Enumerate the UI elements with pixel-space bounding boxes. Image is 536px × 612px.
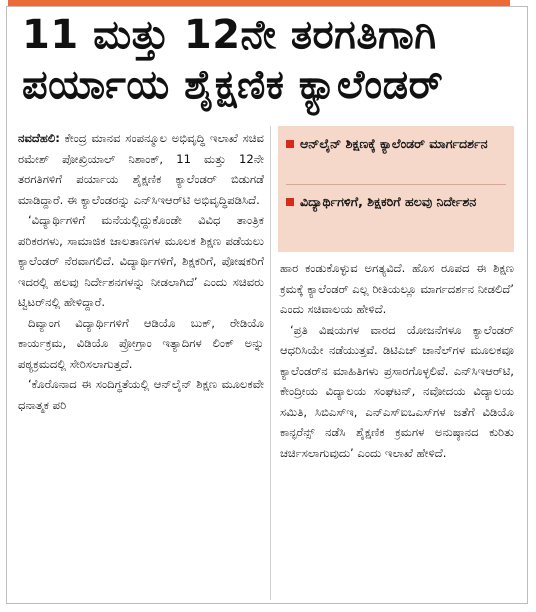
highlight-text: ಆನ್‌ಲೈನ್ ಶಿಕ್ಷಣಕ್ಕೆ ಕ್ಯಾಲೆಂಡರ್ ಮಾರ್ಗದರ್ಶನ (300, 136, 488, 151)
highlight-item (286, 192, 506, 212)
headline-line-2: ಪರ್ಯಾಯ ಶೈಕ್ಷಣಿಕ ಕ್ಯಾಲೆಂಡರ್ (22, 62, 444, 108)
right-column (280, 258, 514, 463)
paragraph-text: ಕೇಂದ್ರ ಮಾನವ ಸಂಪನ್ಮೂಲ ಅಭಿವೃದ್ಧಿ ಇಲಾಖೆ ಸಚಿವ ರಮೇಶ್ ಪೋಖ್ರಿಯಾಲ್ ನಿಶಾಂಕ್, 11 ಮತ್ತು 12ನೇ ತರಗತಿಗಳಿಗೆ ಪರ್ಯಾಯ ಶೈಕ್ಷಣಿಕ ಕ್ಯಾಲೆಂಡರ್ ಬಿಡುಗಡೆ ಮಾಡಿದ್ದಾರೆ. ಈ ಕ್ಯಾಲೆಂಡರನ್ನು ಎನ್‌ಸಿಇಆರ್‌ಟಿ ಅಭಿವೃದ್ಧಿಪಡಿಸಿದೆ. (18, 131, 265, 207)
highlight-text: ವಿದ್ಯಾರ್ಥಿಗಳಿಗೆ, ಶಿಕ್ಷಕರಿಗೆ ಹಲವು ನಿರ್ದೇಶನ (300, 194, 477, 209)
paragraph: ಹಾರ ಕಂಡುಕೊಳ್ಳುವ ಅಗತ್ಯವಿದೆ. ಹೊಸ ರೂಪದ ಈ ಶಿಕ್ಷಣ ಕ್ರಮಕ್ಕೆ ಕ್ಯಾಲೆಂಡರ್ ಎಲ್ಲ ರೀತಿಯಲ್ಲೂ ಮಾರ್ಗದರ್ಶನ ನೀಡಲಿದೆ’ ಎಂದು ಸಚಿವಾಲಯ ಹೇಳಿದೆ. (280, 261, 514, 316)
left-column (18, 128, 264, 415)
paragraph: ದಿವ್ಯಾಂಗ ವಿದ್ಯಾರ್ಥಿಗಳಿಗೆ ಆಡಿಯೊ ಬುಕ್, ರೇಡಿಯೊ ಕಾರ್ಯಕ್ರಮ, ವಿಡಿಯೊ ಪ್ರೋಗ್ರಾಂ ಇತ್ಯಾದಿಗಳ ಲಿಂಕ್ ಅನ್ನು ಪಠ್ಯಕ್ರಮದಲ್ಲಿ ಸೇರಿಸಲಾಗುತ್ತದೆ. (18, 315, 264, 371)
column-divider (270, 126, 271, 600)
paragraph (18, 128, 264, 210)
highlights-box (278, 126, 514, 252)
paragraph: ‘ಕೊರೊನಾದ ಈ ಸಂದಿಗ್ಧತೆಯಲ್ಲಿ ಆನ್‌ಲೈನ್ ಶಿಕ್ಷಣ ಮೂಲಕವೇ ಧನಾತ್ಮಕ ಪರಿ (18, 377, 264, 412)
paragraph: ‘ಪ್ರತಿ ವಿಷಯಗಳ ವಾರದ ಯೋಜನೆಗಳೂ ಕ್ಯಾಲೆಂಡರ್ ಆಧರಿಸಿಯೇ ನಡೆಯುತ್ತವೆ. ಡಿಟಿಎಚ್ ಚಾನೆಲ್‌ಗಳ ಮೂಲಕವೂ ಕ್ಯಾಲೆಂಡರ್‌ನ ಮಾಹಿತಿಗಳು ಪ್ರಸಾರಗೊಳ್ಳಲಿವೆ. ಎನ್‌ಸಿಇಆರ್‌ಟಿ, ಕೇಂದ್ರೀಯ ವಿದ್ಯಾಲಯ ಸಂಘಟನ್, ನವೋದಯ ವಿದ್ಯಾಲಯ ಸಮಿತಿ, ಸಿಬಿಎಸ್‌ಇ, ಎನ್‌ಎಸ್‌ಐಒಎಸ್‌ಗಳ ಜತೆಗೆ ವಿಡಿಯೊ ಕಾನ್ಫರೆನ್ಸ್ ನಡೆಸಿ ಶೈಕ್ಷಣಿಕ ಕ್ರಮಗಳ ಅನುಷ್ಠಾನದ ಕುರಿತು ಚರ್ಚಿಸಲಾಗುವುದು’ ಎಂದು ಇಲಾಖೆ ಹೇಳಿದೆ. (280, 322, 514, 460)
square-bullet-icon (286, 198, 294, 206)
headline-line-1: 11 ಮತ್ತು 12ನೇ ತರಗತಿಗಾಗಿ (22, 12, 437, 58)
paragraph: ‘ವಿದ್ಯಾರ್ಥಿಗಳಿಗೆ ಮನೆಯಲ್ಲಿದ್ದುಕೊಂಡೇ ವಿವಿಧ ತಾಂತ್ರಿಕ ಪರಿಕರಗಳು, ಸಾಮಾಜಿಕ ಜಾಲತಾಣಗಳ ಮೂಲಕ ಶಿಕ್ಷಣ ಪಡೆಯಲು ಕ್ಯಾಲೆಂಡರ್ ನೆರವಾಗಲಿದೆ. ವಿದ್ಯಾರ್ಥಿಗಳಿಗೆ, ಶಿಕ್ಷಕರಿಗೆ, ಪೋಷಕರಿಗೆ ಇದರಲ್ಲಿ ಹಲವು ನಿರ್ದೇಶನಗಳನ್ನು ನೀಡಲಾಗಿದೆ’ ಎಂದು ಸಚಿವರು ಟ್ವಿಟರ್‌ನಲ್ಲಿ ಹೇಳಿದ್ದಾರೆ. (18, 213, 264, 309)
headline (22, 10, 522, 110)
dateline: ನವದೆಹಲಿ: (18, 131, 60, 145)
divider (286, 184, 506, 185)
square-bullet-icon (286, 140, 294, 148)
highlight-item (286, 134, 506, 154)
